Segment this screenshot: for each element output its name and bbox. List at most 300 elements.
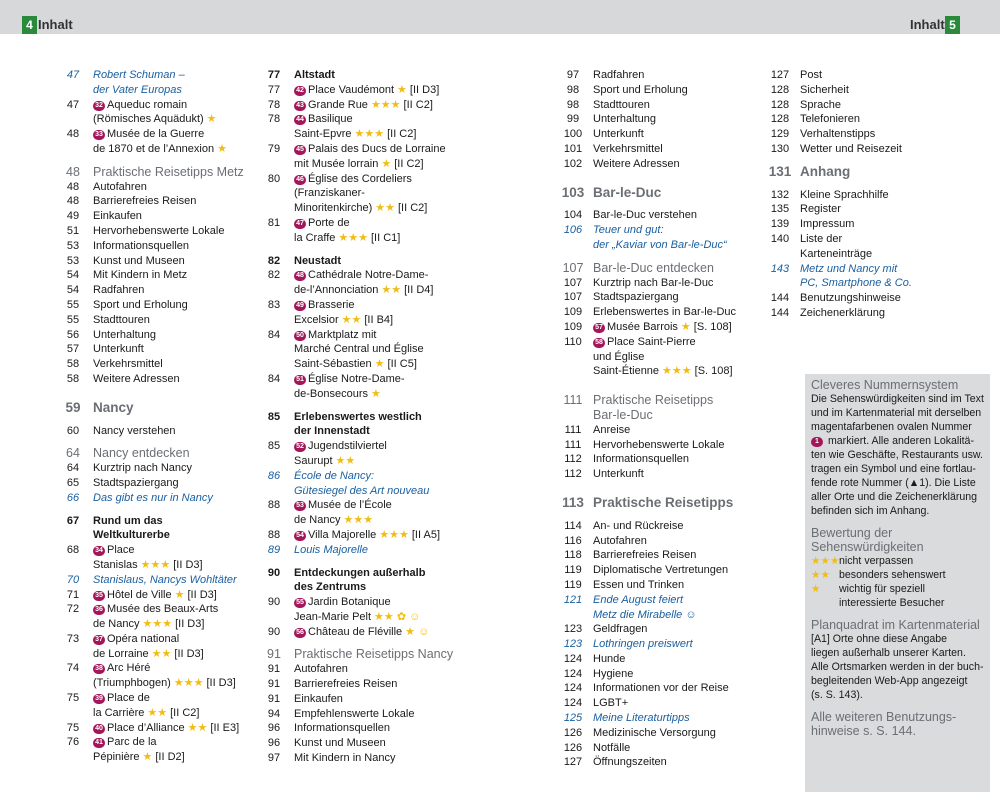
entry-text: Einkaufen [93,210,142,223]
entry-text: Ende August feiert [593,593,684,606]
toc-entry[interactable] [760,306,960,321]
toc-entry[interactable] [760,291,960,306]
toc-entry[interactable] [53,209,253,224]
toc-entry[interactable] [760,202,960,217]
toc-entry[interactable] [254,647,464,662]
entry-title [294,707,464,722]
entry-text: Gütesiegel des Art nouveau [294,484,430,497]
spacer [553,172,758,186]
entry-text: Radfahren [593,69,645,81]
toc-entry[interactable] [553,223,758,238]
numbering-text-8: aller Orte und die Zeichenerklärung [811,491,978,503]
page-number: 123 [563,638,583,651]
entry-text: Marktplatz mit [308,328,377,341]
entry-text: Stadttouren [93,313,150,326]
grid-text-4: begleitenden Web-App angezeigt [811,675,968,687]
entry-title [294,721,464,736]
page-number: 98 [566,98,580,111]
marker-icon: 37 [93,635,105,645]
toc-entry[interactable] [553,276,758,291]
star-icon: ★ [397,83,407,96]
toc-entry[interactable] [254,313,464,328]
toc-entry[interactable] [553,393,758,408]
toc-entry[interactable] [53,127,253,142]
entry-text: Anhang [800,163,851,179]
toc-entry[interactable] [254,186,464,201]
toc-entry[interactable] [760,142,960,157]
toc-entry[interactable] [760,276,960,291]
entry-title [800,142,960,157]
star-icon: ★★ [335,454,356,467]
toc-entry[interactable] [53,83,253,98]
page-number [254,127,294,142]
entry-text: Jugendstilviertel [308,440,387,453]
page-number: 74 [66,662,80,675]
page-number: 48 [66,180,80,193]
entry-text: Arc Héré [107,662,151,675]
toc-entry[interactable] [254,736,464,751]
toc-entry[interactable] [553,186,758,201]
toc-entry[interactable] [553,496,758,511]
toc-entry[interactable] [254,543,464,558]
toc-entry[interactable] [760,98,960,113]
toc-entry[interactable] [254,172,464,187]
marker-icon: 41 [93,738,105,748]
toc-entry[interactable] [553,711,758,726]
toc-entry[interactable] [53,617,253,632]
toc-entry[interactable] [53,461,253,476]
toc-entry[interactable] [553,261,758,276]
page-number: 91 [267,647,281,662]
toc-entry[interactable] [553,608,758,623]
page-number: 144 [770,292,790,305]
toc-entry[interactable] [760,188,960,203]
page-number: 81 [267,216,281,229]
page-number: 78 [267,113,281,126]
entry-text: (Franziskaner- [294,187,365,200]
toc-entry[interactable] [254,283,464,298]
toc-entry[interactable] [254,216,464,231]
toc-entry[interactable] [53,750,253,765]
entry-title [593,290,758,305]
toc-entry[interactable] [553,157,758,172]
toc-entry[interactable] [553,741,758,756]
spacer [553,511,758,519]
toc-entry[interactable] [553,438,758,453]
page-number: 72 [66,603,80,616]
entry-title [294,172,464,187]
entry-title [294,216,464,231]
entry-title [93,283,253,298]
page-number: 97 [566,69,580,81]
toc-entry[interactable] [53,268,253,283]
entry-text: Geldfragen [593,623,648,636]
toc-entry[interactable] [553,305,758,320]
toc-entry[interactable] [254,328,464,343]
toc-entry[interactable] [53,558,253,573]
page-number: 143 [770,262,790,275]
toc-entry[interactable] [553,112,758,127]
entry-title [294,112,464,127]
toc-entry[interactable] [254,484,464,499]
toc-entry[interactable] [553,83,758,98]
toc-entry[interactable] [553,726,758,741]
toc-entry[interactable] [254,157,464,172]
toc-entry[interactable] [53,98,253,113]
toc-entry[interactable] [254,625,464,640]
entry-title [93,461,253,476]
entry-title [593,681,758,696]
toc-entry[interactable] [254,298,464,313]
entry-title [593,186,758,201]
page-number: 82 [267,269,281,282]
entry-text: Barrierefreies Reisen [593,549,697,562]
toc-entry[interactable] [254,387,464,402]
entry-text: Hervorhebenswerte Lokale [93,224,225,237]
entry-text: Place Saint-Pierre [607,335,696,348]
toc-entry[interactable] [553,548,758,563]
toc-entry[interactable] [553,755,758,770]
page-number: 77 [267,83,281,96]
toc-entry[interactable] [553,408,758,423]
page-number: 99 [566,113,580,126]
toc-entry[interactable] [53,491,253,506]
page-number [254,186,294,201]
page-number: 48 [66,128,80,141]
entry-text: de-Bonsecours [294,387,368,400]
entry-text: Informationen vor der Reise [593,682,729,695]
toc-entry[interactable] [53,735,253,750]
star-icon: ★ [381,157,392,170]
page-header [0,0,1000,34]
grid-text-1: [A1] Orte ohne diese Angabe [811,633,948,645]
toc-entry[interactable] [760,68,960,83]
toc-entry[interactable] [53,543,253,558]
toc-entry[interactable] [553,593,758,608]
toc-entry[interactable] [53,298,253,313]
toc-entry[interactable] [254,201,464,216]
toc-entry[interactable] [254,677,464,692]
page-number: 85 [267,440,281,453]
marker-icon: 36 [93,605,105,615]
toc-entry[interactable] [553,208,758,223]
entry-text: An- und Rückreise [593,519,684,532]
toc-entry[interactable] [254,142,464,157]
toc-entry[interactable] [53,706,253,721]
entry-title [294,186,464,201]
toc-entry[interactable] [53,632,253,647]
toc-entry[interactable] [254,372,464,387]
toc-entry[interactable] [254,692,464,707]
toc-entry[interactable] [53,165,253,180]
page-number: 85 [267,410,281,423]
page-number: 119 [564,564,582,577]
entry-title [593,534,758,549]
entry-title [93,647,253,662]
entry-text: Excelsior [294,313,339,326]
toc-entry[interactable] [254,595,464,610]
entry-title [294,566,464,581]
toc-entry[interactable] [254,98,464,113]
toc-entry[interactable] [553,563,758,578]
toc-entry[interactable] [53,254,253,269]
entry-title [294,610,464,625]
entry-text: Liste der [800,232,843,245]
page-number [760,247,800,262]
spacer [53,157,253,165]
spacer [760,180,960,188]
toc-entry[interactable] [254,751,464,766]
entry-title [593,667,758,682]
entry-text: Lothringen preiswert [593,638,693,651]
toc-entry[interactable] [553,98,758,113]
toc-entry[interactable] [53,647,253,662]
toc-entry[interactable] [553,578,758,593]
toc-entry[interactable] [254,662,464,677]
toc-entry[interactable] [254,254,464,269]
toc-entry[interactable] [553,238,758,253]
toc-entry[interactable] [254,68,464,83]
toc-entry[interactable] [53,357,253,372]
grid-text-3: Alle Ortsmarken werden in der buch- [811,661,984,673]
toc-entry[interactable] [53,68,253,83]
entry-text: Saint-Étienne [593,365,660,378]
toc-entry[interactable] [53,342,253,357]
toc-entry[interactable] [254,83,464,98]
entry-title [593,637,758,652]
entry-title [294,98,464,113]
toc-entry[interactable] [760,232,960,247]
toc-entry[interactable] [760,127,960,142]
toc-entry[interactable] [53,588,253,603]
entry-title [593,408,758,423]
toc-entry[interactable] [254,112,464,127]
toc-entry[interactable] [254,231,464,246]
entry-title [93,691,253,706]
entry-title [800,127,960,142]
numbering-text-9: befinden sich im Anhang. [811,505,930,517]
toc-entry[interactable] [254,580,464,595]
toc-entry[interactable] [553,534,758,549]
toc-entry[interactable] [760,247,960,262]
marker-icon: 34 [93,546,105,556]
page-number: 53 [66,254,80,267]
toc-entry[interactable] [553,127,758,142]
entry-title [93,165,253,180]
star-icon: ★★★ [343,514,374,527]
toc-entry[interactable] [254,566,464,581]
rating-heading-2: Sehenswürdigkeiten [811,540,924,554]
toc-entry[interactable] [53,721,253,736]
entry-title [593,335,758,350]
toc-entry[interactable] [254,498,464,513]
toc-entry[interactable] [254,424,464,439]
star-icon: ★★ [187,721,208,734]
grid-heading: Planquadrat im Kartenmaterial [811,618,980,632]
marker-icon: 53 [294,501,306,511]
toc-entry[interactable] [553,335,758,350]
toc-entry[interactable] [553,320,758,335]
toc-entry[interactable] [53,224,253,239]
entry-title [93,446,253,461]
page-number: 109 [563,306,583,319]
toc-entry[interactable] [553,452,758,467]
toc-entry[interactable] [553,667,758,682]
page-number: 88 [267,499,281,512]
entry-title [294,543,464,558]
toc-entry[interactable] [760,83,960,98]
toc-entry[interactable] [254,357,464,372]
toc-entry[interactable] [53,283,253,298]
page-number [760,276,800,291]
page-number: 48 [66,164,80,179]
numbering-heading: Cleveres Nummernsystem [811,378,959,392]
page-number: 132 [770,188,790,201]
toc-entry[interactable] [254,454,464,469]
entry-text: Rund um das [93,514,163,527]
toc-entry[interactable] [254,707,464,722]
toc-entry[interactable] [53,372,253,387]
toc-entry[interactable] [53,476,253,491]
toc-entry[interactable] [53,514,253,529]
toc-entry[interactable] [760,112,960,127]
page-number: 144 [770,306,790,319]
entry-text: Sport und Erholung [593,83,688,96]
entry-text: Praktische Reisetipps [593,393,714,408]
rating-heading-1: Bewertung der [811,526,893,540]
toc-entry[interactable] [53,573,253,588]
entry-title [294,469,464,484]
toc-entry[interactable] [53,328,253,343]
toc-entry[interactable] [254,469,464,484]
toc-entry[interactable] [254,268,464,283]
toc-entry[interactable] [553,290,758,305]
toc-entry[interactable] [760,217,960,232]
toc-entry[interactable] [254,127,464,142]
entry-title [93,239,253,254]
toc-entry[interactable] [254,342,464,357]
entry-title [294,528,464,543]
toc-entry[interactable] [553,681,758,696]
toc-entry[interactable] [53,313,253,328]
toc-entry[interactable] [53,112,253,127]
toc-entry[interactable] [53,142,253,157]
entry-title [593,452,758,467]
entry-title [593,726,758,741]
toc-entry[interactable] [553,68,758,83]
entry-text: Bar-le-Duc entdecken [593,260,714,275]
toc-entry[interactable] [553,364,758,379]
toc-entry[interactable] [53,676,253,691]
entry-title [800,232,960,247]
toc-entry[interactable] [553,637,758,652]
entry-title [593,364,758,379]
page-number: 76 [66,736,80,749]
page-number: 126 [563,726,583,739]
entry-text: Bar-le-Duc [593,184,662,200]
page-number: 123 [563,623,583,636]
star-icon: ★ [680,320,691,333]
entry-text: la Craffe [294,231,336,244]
entry-text: Sprache [800,98,841,111]
toc-entry[interactable] [53,691,253,706]
entry-text: Kleine Sprachhilfe [800,188,889,201]
marker-icon: 48 [294,271,306,281]
entry-text: Unterhaltung [93,328,156,341]
entry-text: Karteneinträge [800,247,873,260]
toc-entry[interactable] [553,519,758,534]
toc-entry[interactable] [553,467,758,482]
toc-entry[interactable] [53,446,253,461]
star-icon: ★★ [811,569,830,581]
toc-entry[interactable] [53,661,253,676]
map-reference: [II E3] [210,721,240,734]
page-number: 67 [66,514,80,527]
page-number [553,364,593,379]
toc-entry[interactable] [53,528,253,543]
page-number [254,357,294,372]
page-number: 112 [564,453,582,466]
entry-title [93,424,253,439]
toc-entry[interactable] [53,239,253,254]
toc-entry[interactable] [53,401,253,416]
star-icon: ★★★ [338,231,368,244]
page-number: 66 [66,491,80,504]
toc-entry[interactable] [53,424,253,439]
toc-entry[interactable] [254,528,464,543]
toc-entry[interactable] [760,165,960,180]
toc-entry[interactable] [553,142,758,157]
page-number [553,238,593,253]
page-number [553,608,593,623]
entry-text: Zeichenerklärung [800,306,885,319]
toc-entry[interactable] [254,439,464,454]
entry-title [593,608,758,623]
entry-text: Stanislaus, Nancys Wohltäter [93,573,237,586]
map-reference: [II A5] [411,528,441,541]
entry-text: (Römisches Aquädukt) [93,113,204,126]
toc-entry[interactable] [553,350,758,365]
toc-entry[interactable] [553,696,758,711]
entry-text: Bar-le-Duc verstehen [593,209,697,222]
entry-title [593,305,758,320]
spacer [254,246,464,254]
page-number [254,201,294,216]
toc-entry[interactable] [254,410,464,425]
right-page-number: 5 [945,16,960,34]
page-number: 127 [770,69,790,81]
page-number [254,231,294,246]
toc-entry[interactable] [53,602,253,617]
toc-entry[interactable] [254,513,464,528]
page-number: 104 [563,209,583,222]
toc-entry[interactable] [553,622,758,637]
entry-title [93,224,253,239]
entry-title [800,112,960,127]
toc-entry[interactable] [760,262,960,277]
toc-entry[interactable] [553,652,758,667]
toc-entry[interactable] [553,423,758,438]
spacer [553,482,758,496]
rating-row-1b: interessierte Besucher [839,597,945,609]
toc-entry[interactable] [254,721,464,736]
toc-entry[interactable] [254,610,464,625]
entry-text: LGBT+ [593,697,629,710]
toc-entry[interactable] [53,194,253,209]
entry-text: und Église [593,350,645,363]
toc-entry[interactable] [53,180,253,195]
entry-text: Aqueduc romain [107,98,188,111]
